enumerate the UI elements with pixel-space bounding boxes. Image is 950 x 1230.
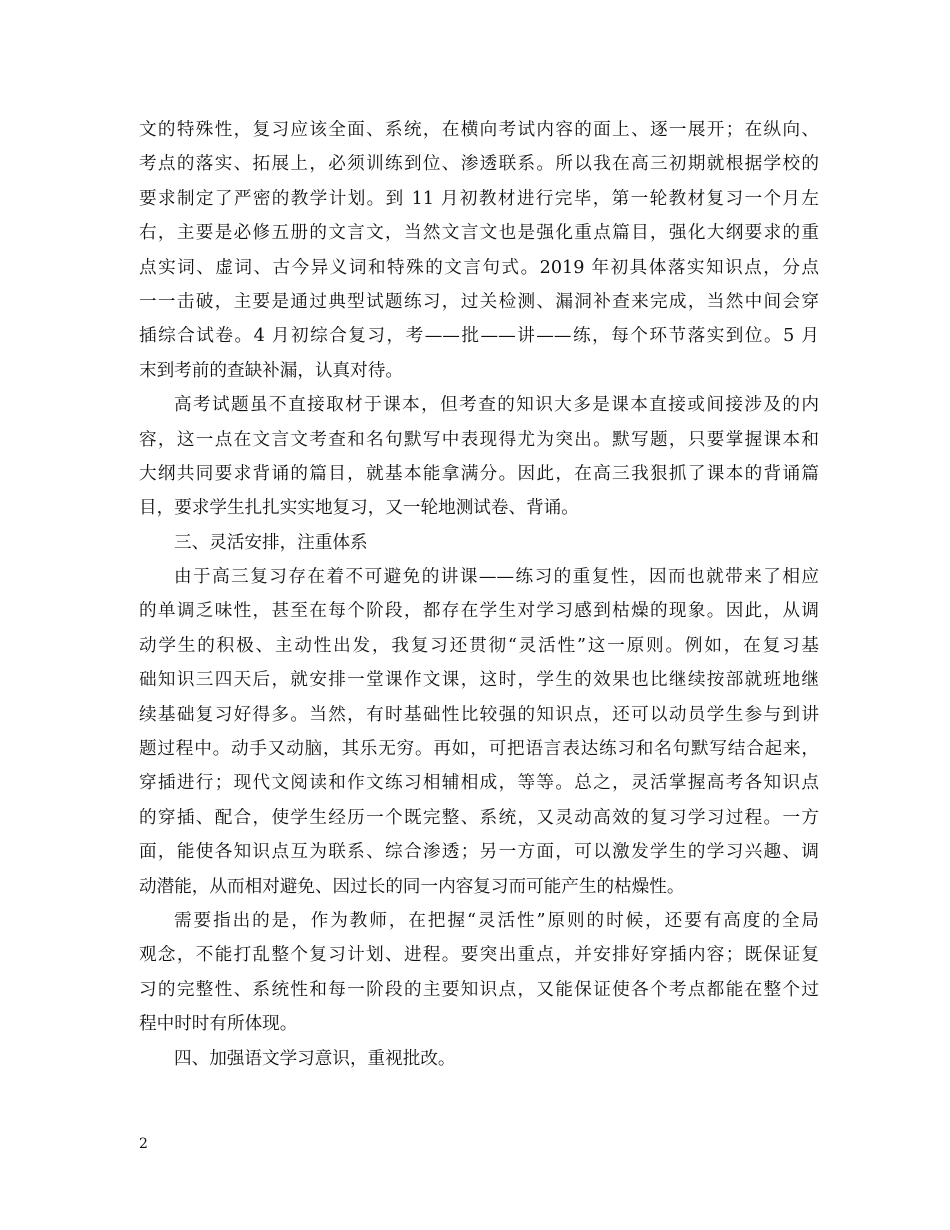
text-line: 插综合试卷。4 月初综合复习，考——批——讲——练，每个环节落实到位。5 月 — [139, 326, 819, 347]
text-line: 容，这一点在文言文考查和名句默写中表现得尤为突出。默写题，只要掌握课本和 — [139, 429, 819, 450]
document-body — [139, 113, 819, 1076]
text-line: 习的完整性、系统性和每一阶段的主要知识点，又能保证使各个考点都能在整个过 — [139, 979, 819, 1000]
paragraph-first-line: 高考试题虽不直接取材于课本，但考查的知识大多是课本直接或间接涉及的内 — [174, 395, 819, 416]
text-line: 末到考前的查缺补漏，认真对待。 — [139, 360, 403, 381]
text-line: 右，主要是必修五册的文言文，当然文言文也是强化重点篇目，强化大纲要求的重 — [139, 223, 819, 244]
text-line: 动潜能，从而相对避免、因过长的同一内容复习而可能产生的枯燥性。 — [139, 876, 685, 897]
paragraph-first-line: 需要指出的是，作为教师，在把握“灵活性”原则的时候，还要有高度的全局 — [174, 910, 819, 931]
section-heading: 三、灵活安排，注重体系 — [174, 532, 368, 553]
text-line: 点实词、虚词、古今异义词和特殊的文言句式。2019 年初具体落实知识点，分点 — [139, 257, 819, 278]
text-line: 的单调乏味性，甚至在每个阶段，都存在学生对学习感到枯燥的现象。因此，从调 — [139, 601, 819, 622]
text-line: 大纲共同要求背诵的篇目，就基本能拿满分。因此，在高三我狠抓了课本的背诵篇 — [139, 463, 819, 484]
text-line: 础知识三四天后，就安排一堂课作文课，这时，学生的效果也比继续按部就班地继 — [139, 670, 819, 691]
text-line: 动学生的积极、主动性出发，我复习还贯彻“灵活性”这一原则。例如，在复习基 — [139, 635, 819, 656]
paragraph-first-line: 由于高三复习存在着不可避免的讲课——练习的重复性，因而也就带来了相应 — [174, 567, 819, 588]
page-number: 2 — [139, 1136, 148, 1152]
text-line: 穿插进行；现代文阅读和作文练习相辅相成，等等。总之，灵活掌握高考各知识点 — [139, 773, 819, 794]
text-line: 续基础复习好得多。当然，有时基础性比较强的知识点，还可以动员学生参与到讲 — [139, 704, 819, 725]
text-line: 文的特殊性，复习应该全面、系统，在横向考试内容的面上、逐一展开；在纵向、 — [139, 120, 819, 140]
text-line: 一一击破，主要是通过典型试题练习，过关检测、漏洞补查来完成，当然中间会穿 — [139, 291, 819, 312]
text-line: 考点的落实、拓展上，必须训练到位、渗透联系。所以我在高三初期就根据学校的 — [139, 154, 819, 175]
text-line: 目，要求学生扎扎实实地复习，又一轮地测试卷、背诵。 — [139, 498, 579, 519]
text-line: 的穿插、配合，使学生经历一个既完整、系统，又灵动高效的复习学习过程。一方 — [139, 807, 819, 828]
text-line: 题过程中。动手又动脑，其乐无穷。再如，可把语言表达练习和名句默写结合起来， — [139, 739, 819, 760]
section-heading: 四、加强语文学习意识，重视批改。 — [174, 1048, 456, 1069]
text-line: 面，能使各知识点互为联系、综合渗透；另一方面，可以激发学生的学习兴趣、调 — [139, 842, 819, 863]
text-line: 程中时时有所体现。 — [139, 1014, 298, 1035]
text-line: 观念，不能打乱整个复习计划、进程。要突出重点，并安排好穿插内容；既保证复 — [139, 945, 819, 966]
text-line: 要求制定了严密的教学计划。到 11 月初教材进行完毕，第一轮教材复习一个月左 — [139, 188, 819, 209]
